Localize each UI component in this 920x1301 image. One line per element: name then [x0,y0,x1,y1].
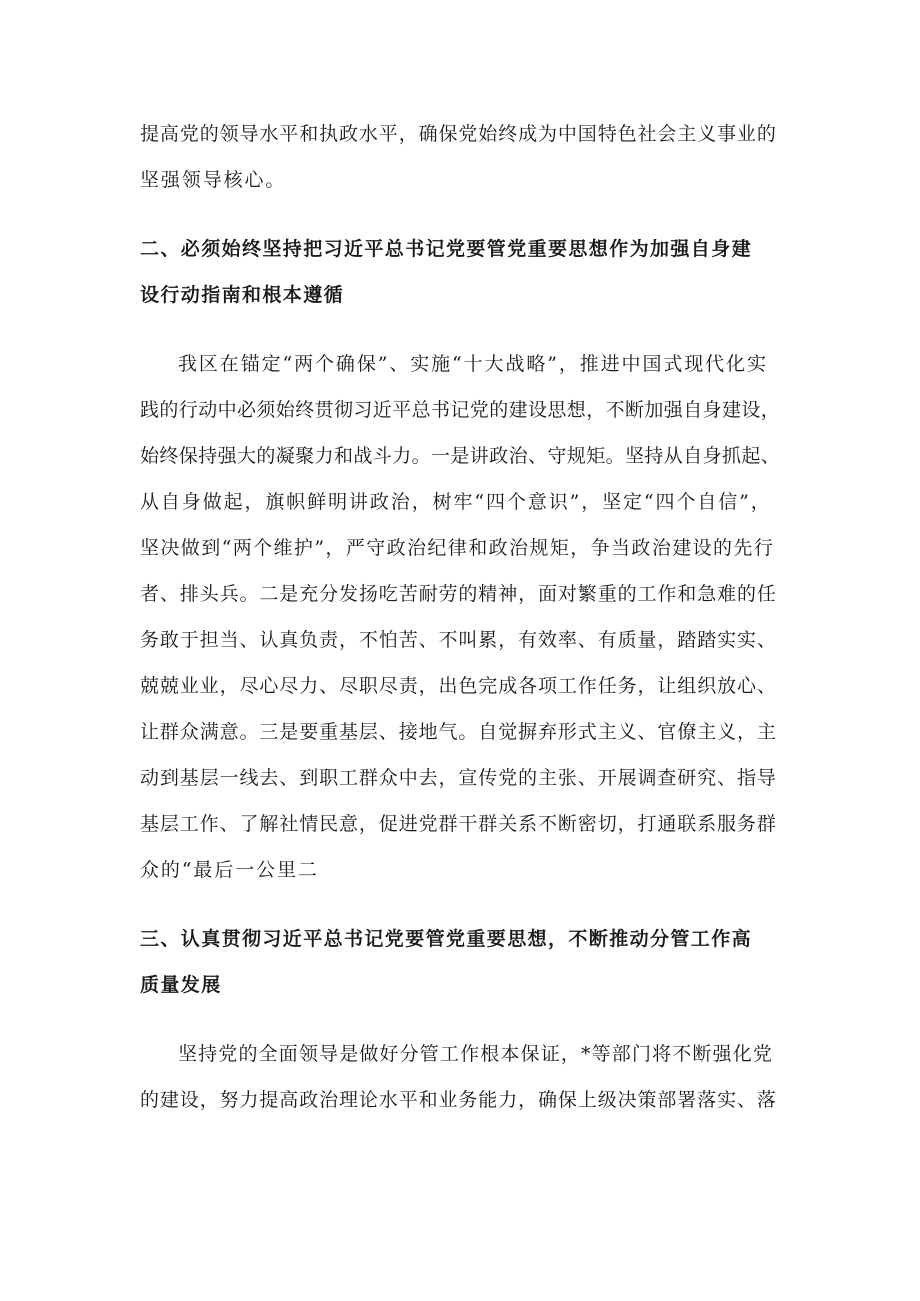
section-2-body-line-3: 始终保持强大的凝聚力和战斗力。一是讲政治、守规矩。坚持从自身抓起、 [140,445,781,467]
section-2-body-line-9: 让群众满意。三是要重基层、接地气。自觉摒弃形式主义、官僚主义，主 [140,721,777,743]
section-2-body-line-1: 我区在锚定“两个确保”、实施“十大战略”，推进中国式现代化实 [178,353,768,375]
section-3-body-line-2: 的建设，努力提高政治理论水平和业务能力，确保上级决策部署落实、落 [140,1089,777,1111]
intro-line-2: 坚强领导核心。 [140,169,287,191]
section-2-body-line-11: 基层工作、了解社情民意，促进党群干群关系不断密切，打通联系服务群 [140,813,777,835]
section-3-heading-line-1: 三、认真贯彻习近平总书记党要管党重要思想，不断推动分管工作高 [140,928,753,950]
section-2-body-line-7: 务敢于担当、认真负责，不怕苦、不叫累，有效率、有质量，踏踏实实、 [140,629,777,651]
section-2-body-line-8: 兢兢业业，尽心尽力、尽职尽责，出色完成各项工作任务，让组织放心、 [140,675,777,697]
section-2-heading-line-2: 设行动指南和根本遵循 [140,284,345,306]
section-2-body-line-4: 从自身做起，旗帜鲜明讲政治，树牢“四个意识”，坚定“四个自信”， [140,491,772,513]
section-2-heading-line-1: 二、必须始终坚持把习近平总书记党要管党重要思想作为加强自身建 [140,238,753,260]
section-2-body-line-5: 坚决做到“两个维护”，严守政治纪律和政治规矩，争当政治建设的先行 [140,537,775,559]
section-3-heading-line-2: 质量发展 [140,974,222,996]
section-2-body-line-10: 动到基层一线去、到职工群众中去，宣传党的主张、开展调查研究、指导 [140,767,777,789]
section-3-body-line-1: 坚持党的全面领导是做好分管工作根本保证，*等部门将不断强化党 [178,1043,774,1065]
section-2-body-line-2: 践的行动中必须始终贯彻习近平总书记党的建设思想，不断加强自身建设， [140,399,781,421]
section-2-body-line-6: 者、排头兵。二是充分发扬吃苦耐劳的精神，面对繁重的工作和急难的任 [140,583,777,605]
section-2-body-line-12: 众的“最后一公里二 [140,859,319,881]
intro-line-1: 提高党的领导水平和执政水平，确保党始终成为中国特色社会主义事业的 [140,123,777,145]
